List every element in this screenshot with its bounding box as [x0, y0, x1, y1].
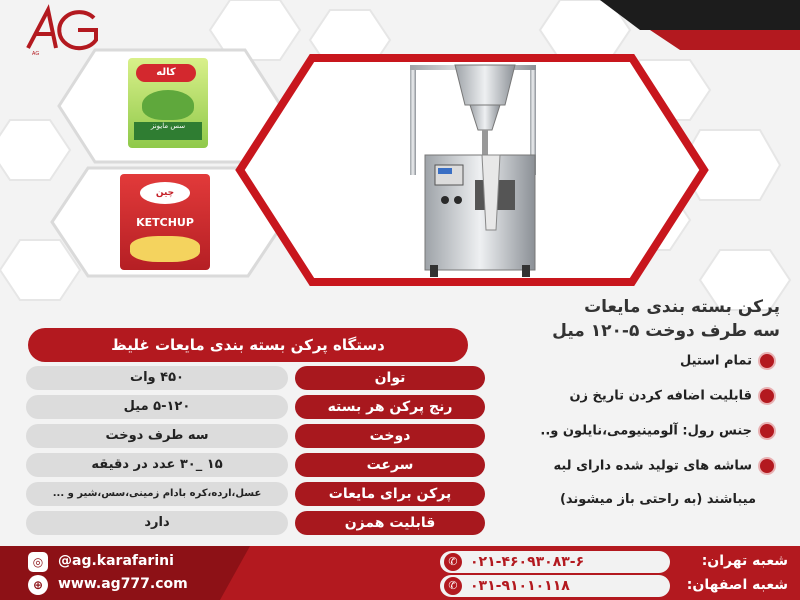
instagram-icon[interactable]: ◎ — [28, 552, 48, 572]
spec-value-mixer: دارد — [26, 511, 288, 535]
product-subtitle: سه طرف دوخت ۵-۱۲۰ میل — [552, 321, 780, 341]
bullet-icon — [758, 422, 776, 440]
spec-value-seal: سه طرف دوخت — [26, 424, 288, 448]
globe-icon[interactable]: ⊕ — [28, 575, 48, 595]
spec-label-fill-range: رنج پرکن هر بسته — [295, 395, 485, 419]
bullet-icon — [758, 352, 776, 370]
instagram-handle[interactable]: @ag.karafarini — [58, 553, 174, 569]
phone-icon: ✆ — [444, 577, 462, 595]
spec-label-speed: سرعت — [295, 453, 485, 477]
package-illustration — [142, 90, 194, 120]
isfahan-branch-label: شعبه اصفهان: — [686, 577, 788, 593]
package-illustration — [130, 236, 200, 262]
package-name-label: KETCHUP — [136, 216, 194, 229]
tehran-branch-label: شعبه تهران: — [701, 553, 788, 569]
feature-item: جنس رول: آلومینیومی،نایلون و.. — [540, 422, 776, 440]
package-name-label: سس مایونز — [134, 122, 202, 140]
mayonnaise-package — [128, 58, 208, 148]
spec-label-liquids: پرکن برای مایعات — [295, 482, 485, 506]
spec-banner: دستگاه پرکن بسته بندی مایعات غلیظ — [28, 328, 468, 362]
spec-value-speed: ۱۵ _۳۰ عدد در دقیقه — [26, 453, 288, 477]
ketchup-package — [120, 174, 210, 270]
spec-value-liquids: عسل،ارده،کره بادام زمینی،سس،شیر و ... — [26, 482, 288, 506]
logo-text: AG — [32, 51, 40, 56]
package-brand-label: کاله — [136, 64, 196, 82]
product-title: پرکن بسته بندی مایعات — [584, 297, 780, 317]
spec-label-power: توان — [295, 366, 485, 390]
website-link[interactable]: www.ag777.com — [58, 576, 188, 592]
phone-icon: ✆ — [444, 553, 462, 571]
spec-label-mixer: قابلیت همزن — [295, 511, 485, 535]
spec-value-fill-range: ۵-۱۲۰ میل — [26, 395, 288, 419]
feature-item-continuation: میباشند (به راحتی باز میشوند) — [559, 492, 756, 507]
bullet-icon — [758, 457, 776, 475]
spec-label-seal: دوخت — [295, 424, 485, 448]
spec-value-power: ۴۵۰ وات — [26, 366, 288, 390]
package-brand-label: چین — [140, 182, 190, 204]
feature-item: قابلیت اضافه کردن تاریخ زن — [569, 387, 776, 405]
tehran-phone[interactable]: ✆ ۰۲۱-۴۶۰۹۳۰۸۳-۶ — [440, 551, 670, 573]
packing-machine-image — [400, 60, 560, 280]
bullet-icon — [758, 387, 776, 405]
isfahan-phone[interactable]: ✆ ۰۳۱-۹۱۰۱۰۱۱۸ — [440, 575, 670, 597]
feature-item: تمام استیل — [680, 352, 776, 370]
feature-item: ساشه های تولید شده دارای لبه — [553, 457, 776, 475]
